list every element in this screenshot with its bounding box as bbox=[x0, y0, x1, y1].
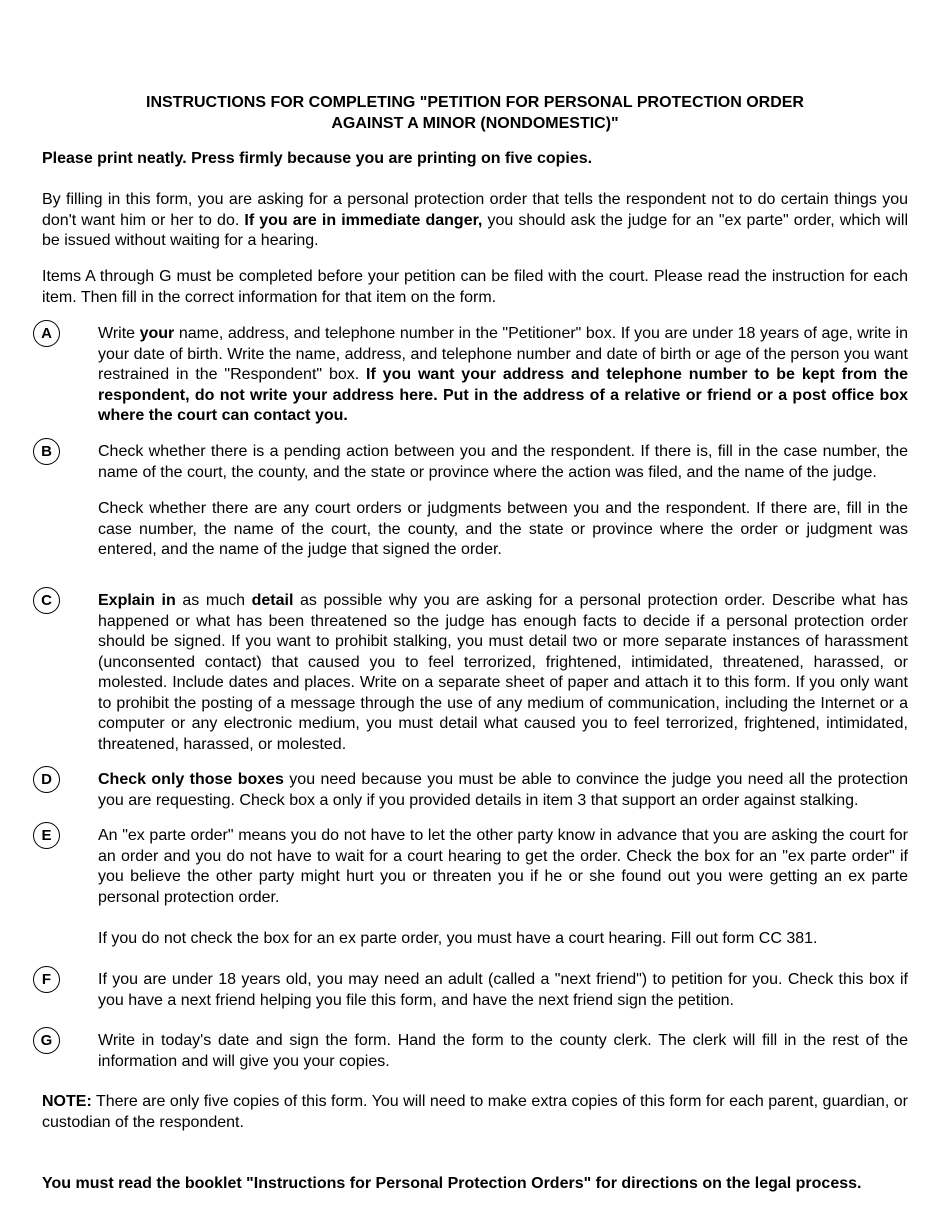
item-e-paragraph-1: An "ex parte order" means you do not have to let the other party know in advance that you are asking the court for an order and you do not have to wait for a court hearing to get the order. Check the box for an "ex parte order" if you believe the other party might hurt you or threaten you if he or she found out you were getting an ex parte personal protection order. bbox=[98, 827, 908, 906]
item-d-badge: D bbox=[33, 766, 60, 793]
note-paragraph bbox=[42, 1092, 908, 1133]
item-g-badge: G bbox=[33, 1027, 60, 1054]
item-e-badge: E bbox=[33, 822, 60, 849]
item-g-text: Write in today's date and sign the form. Hand the form to the county clerk. The clerk will fill in the rest of the information and will give you your copies. bbox=[98, 1032, 908, 1070]
item-a-t1: Write bbox=[98, 325, 140, 342]
footer-instruction: You must read the booklet "Instructions for Personal Protection Orders" for directions on the legal process. bbox=[42, 1175, 862, 1192]
item-c-t2: as possible why you are asking for a personal protection order. Describe what has happened or what has been threatened so the judge has enough facts to decide if a personal protection order should be signed. If you want to prohibit stalking, you must detail two or more separate instances of harassment (unconsented contact) that caused you to feel terrorized, frightened, intimidated, threatened, harassed, or molested. Include dates and places. Write on a separate sheet of paper and attach it to this form. If you only want to prohibit the posting of a message through the use of any medium of communication, including the Internet or a computer or any electronic medium, you must detail what caused you to feel terrorized, frightened, intimidated, threatened, harassed, or molested. bbox=[98, 592, 908, 753]
item-b-paragraph-2: Check whether there are any court orders or judgments between you and the respondent. If there are, fill in the case number, the name of the court, the county, and the state or province where the order or judgment was entered, and the name of the judge that signed the order. bbox=[98, 500, 908, 558]
item-a-text bbox=[98, 324, 908, 427]
item-e-paragraph-2: If you do not check the box for an ex parte order, you must have a court hearing. Fill out form CC 381. bbox=[98, 930, 818, 947]
item-c-t1: as much bbox=[175, 592, 252, 609]
page-title bbox=[42, 93, 908, 134]
intro-danger-bold: If you are in immediate danger, bbox=[244, 211, 483, 229]
item-f-text: If you are under 18 years old, you may need an adult (called a "next friend") to petition for you. Check this box if you have a next friend helping you file this form, and have the next friend sign the petition. bbox=[98, 971, 908, 1009]
item-f-badge: F bbox=[33, 966, 60, 993]
item-d-text bbox=[98, 770, 908, 811]
intro-paragraph-1 bbox=[42, 190, 908, 252]
item-b-paragraph-1: Check whether there is a pending action between you and the respondent. If there is, fill in the case number, the name of the court, the county, and the state or province where the action was filed, and the name of the judge. bbox=[98, 443, 908, 481]
item-d-b1: Check only those boxes bbox=[98, 771, 284, 788]
item-a-b2: If you want your address and telephone number to be kept from the respondent, do not write your address here. Put in the address of a relative or friend or a post office box where the court can contact you. bbox=[98, 366, 908, 424]
item-a-t2: name, address, and telephone number in the "Petitioner" box. If you are under 18 years of age, write in your date of birth. Write the name, address, and telephone number and date of birth or age of the person you want restrained in the "Respondent" box. bbox=[98, 325, 909, 383]
print-note: Please print neatly. Press firmly because you are printing on five copies. bbox=[42, 150, 593, 167]
note-text: There are only five copies of this form. You will need to make extra copies of this form for each parent, guardian, or custodian of the respondent. bbox=[42, 1093, 908, 1131]
item-c-b1: Explain in bbox=[98, 592, 176, 609]
item-c-text bbox=[98, 591, 908, 755]
item-b-badge: B bbox=[33, 438, 60, 465]
intro-paragraph-2: Items A through G must be completed before your petition can be filed with the court. Please read the instruction for each item. Then fill in the correct information for that item on the form. bbox=[42, 268, 908, 306]
intro-text-b: you should ask the judge for an "ex parte" order, which will be issued without waiting for a hearing. bbox=[42, 211, 909, 249]
item-c-b2: detail bbox=[251, 592, 294, 609]
note-label: NOTE: bbox=[42, 1093, 92, 1110]
intro-text-a: By filling in this form, you are asking for a personal protection order that tells the respondent not to do certain things you don't want him or her to do. bbox=[42, 191, 908, 229]
item-a-badge: A bbox=[33, 320, 60, 347]
title-line-1: INSTRUCTIONS FOR COMPLETING "PETITION FOR PERSONAL PROTECTION ORDER bbox=[146, 94, 804, 111]
title-line-2: AGAINST A MINOR (NONDOMESTIC)" bbox=[331, 114, 619, 132]
item-a-b1: your bbox=[139, 325, 175, 342]
item-d-t1: you need because you must be able to convince the judge you need all the protection you are requesting. Check box a only if you provided details in item 3 that support an order against stalking. bbox=[98, 771, 908, 809]
item-c-badge: C bbox=[33, 587, 60, 614]
